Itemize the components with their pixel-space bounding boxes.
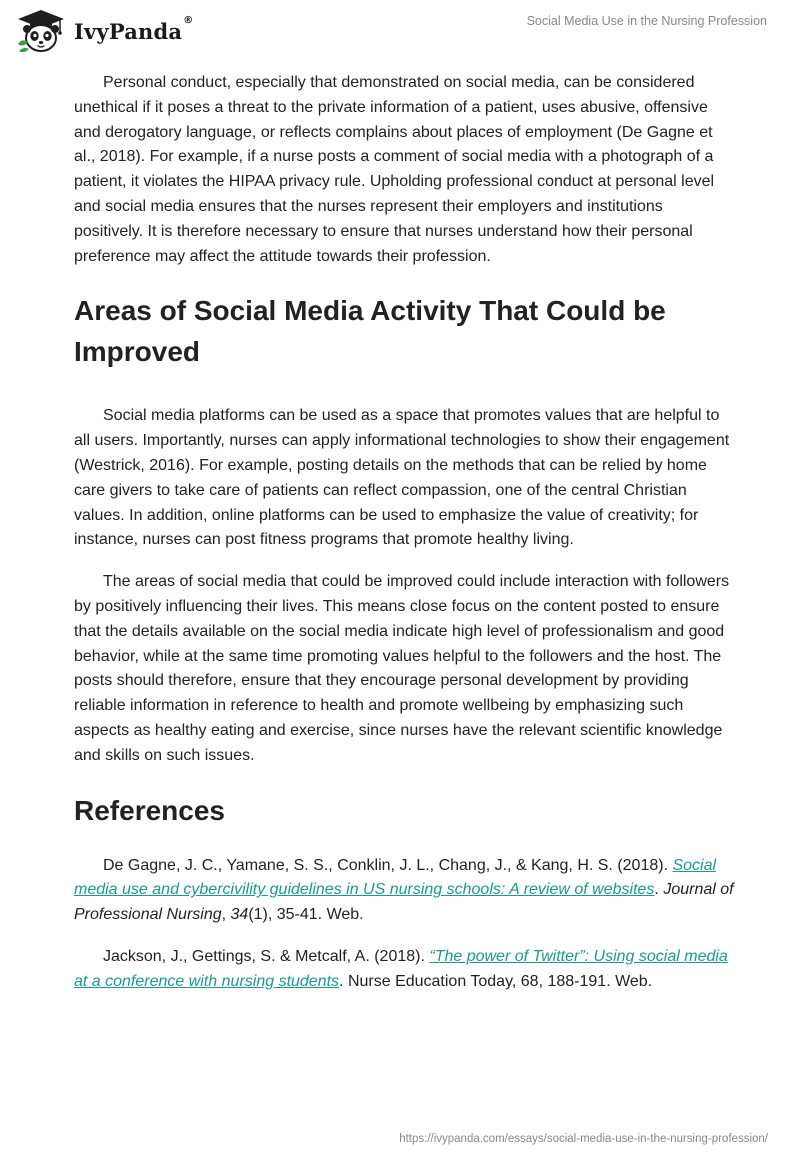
heading-areas-improved: Areas of Social Media Activity That Could be Improved: [74, 295, 666, 368]
heading-references: References: [74, 794, 225, 826]
page-header: [0, 0, 800, 60]
paragraph-social-platforms: Social media platforms can be used as a space that promotes values that are helpful to all users. Importantly, nurses can apply informational technologies to show their engagement (Westrick, 2016). For example, posting details on the methods that can be relied by home care givers to take care of patients can reflect compassion, one of the central Christian values. In addition, online platforms can be used to emphasize the value of creativity; for instance, nurses can post fitness programs that promote healthy living.: [74, 407, 730, 549]
reference-volume: 34: [230, 906, 249, 924]
essay-content: [74, 71, 734, 995]
reference-title-link[interactable]: “The power of Twitter”: Using social media at a conference with nursing students: [74, 947, 728, 990]
reference-entry: [74, 945, 734, 995]
document-title: Social Media Use in the Nursing Profession: [526, 14, 767, 28]
reference-authors: Jackson, J., Gettings, S. & Metcalf, A. (2018).: [103, 947, 430, 965]
reference-entry: [74, 854, 734, 928]
reference-punct: .: [654, 881, 664, 899]
brand-name: IvyPanda®: [74, 14, 194, 44]
panda-graduate-icon: [14, 8, 68, 54]
reference-authors: De Gagne, J. C., Yamane, S. S., Conklin, J. L., Chang, J., & Kang, H. S. (2018).: [103, 856, 673, 874]
paragraph-areas-improved: The areas of social media that could be improved could include interaction with followers by positively influencing their lives. This means close focus on the content posted to ensure that the details available on the social media indicate high level of professionalism and good behavior, while at the same time promoting values helpful to the followers and the host. The posts should therefore, ensure that they encourage personal development by providing reliable information in reference to health and promote wellbeing by emphasizing such aspects as healthy eating and exercise, since nurses have the relevant scientific knowledge and skills on such issues.: [74, 573, 730, 764]
footer-url[interactable]: https://ivypanda.com/essays/social-media-use-in-the-nursing-profession/: [399, 1133, 768, 1145]
registered-mark: ®: [183, 14, 194, 26]
reference-journal: Journal of Professional Nursing: [74, 881, 734, 924]
reference-details: . Nurse Education Today, 68, 188-191. Web.: [339, 972, 653, 990]
ivypanda-logo[interactable]: [14, 8, 193, 54]
reference-punct: ,: [221, 906, 231, 924]
reference-title-link[interactable]: Social media use and cybercivility guidelines in US nursing schools: A review of websites: [74, 856, 717, 899]
reference-details: (1), 35-41. Web.: [248, 906, 364, 924]
paragraph-personal-conduct: Personal conduct, especially that demonstrated on social media, can be considered unethical if it poses a threat to the private information of a patient, uses abusive, offensive and derogatory language, or reflects complains about places of employment (De Gagne et al., 2018). For example, if a nurse posts a comment of social media with a photograph of a patient, it violates the HIPAA privacy rule. Upholding professional conduct at personal level and social media ensures that the nurses represent their employers and institutions positively. It is therefore necessary to ensure that nurses understand how their personal preference may affect the attitude towards their profession.: [74, 74, 715, 265]
